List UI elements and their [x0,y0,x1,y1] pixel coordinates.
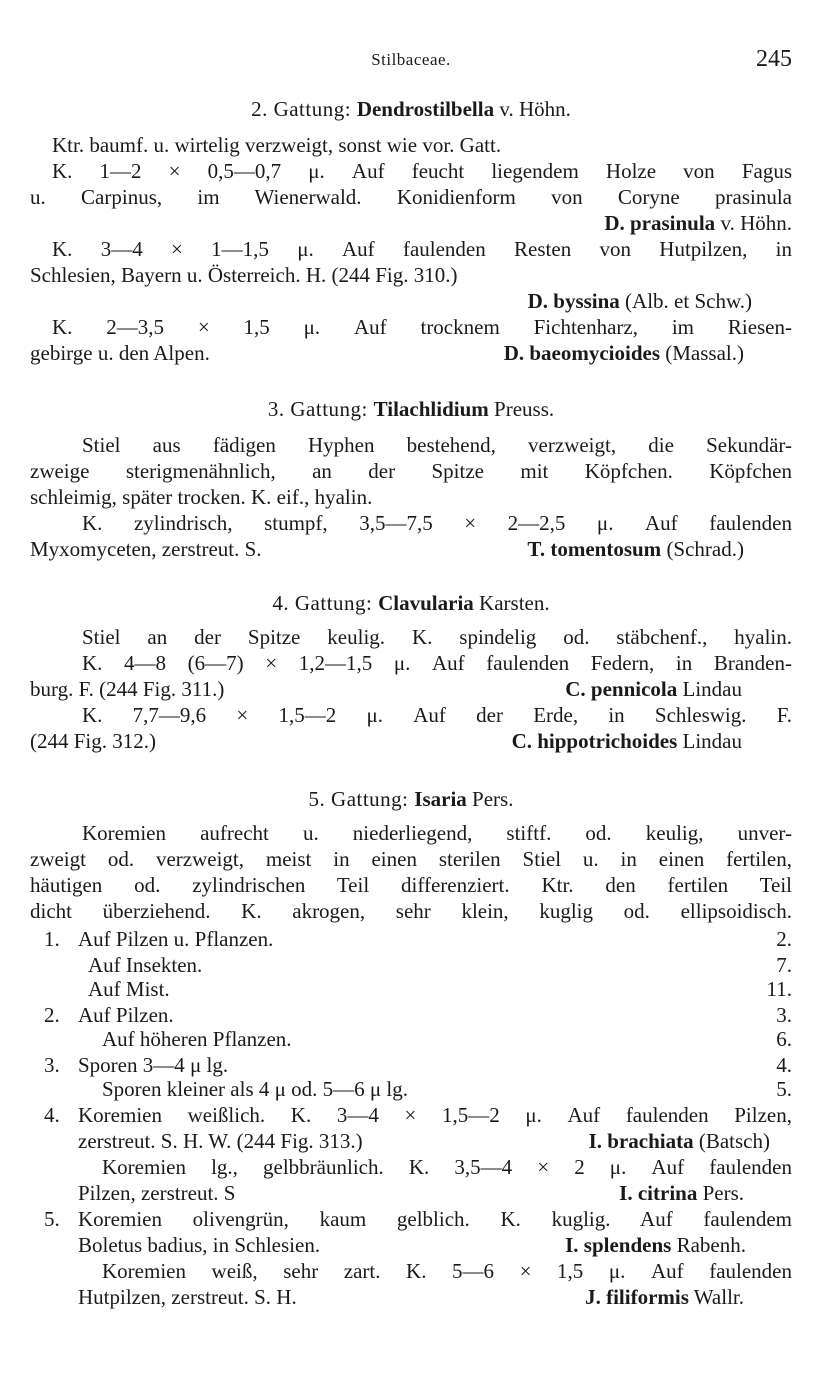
species-name: C. hippotrichoides [511,729,678,753]
genus-heading: 3. Gattung: Tilachlidium Preuss. [267,397,555,421]
text-line: Stiel an der Spitze keulig. K. spindelig od. stäbchenf., hyalin. [82,625,792,649]
species-name: J. filiformis [585,1285,689,1309]
text-line: K. 3—4 × 1—1,5 μ. Auf faulenden Resten von Hutpilzen, in [52,237,792,261]
species-name: I. citrina [619,1181,698,1205]
text-line: K. 1—2 × 0,5—0,7 μ. Auf feucht liegendem Holze von Fagus [52,159,792,183]
key-entry: Boletus badius, in Schlesien. I. splendens Rabenh. [78,1233,746,1257]
text-line: u. Carpinus, im Wienerwald. Konidienform von Coryne prasinula [30,185,792,209]
species-author: Rabenh. [671,1233,746,1257]
key-entry: Koremien lg., gelbbräunlich. K. 3,5—4 × 2 μ. Auf faulenden [102,1155,792,1179]
species-name: I. splendens [565,1233,672,1257]
key-reference: 5. [776,1077,792,1101]
running-head-title: Stilbaceae. [371,50,451,69]
species-name: D. baeomycioides [503,341,661,365]
key-entry: Koremien weiß, sehr zart. K. 5—6 × 1,5 μ. Auf faulenden [102,1259,792,1283]
species-line [30,210,792,236]
species-name: D. prasinula [604,211,716,235]
species-author: Wallr. [688,1285,744,1309]
species-name: I. brachiata [588,1129,694,1153]
text-line: K. 2—3,5 × 1,5 μ. Auf trocknem Fichtenharz, im Riesen- [52,315,792,339]
text-line: zweigt od. verzweigt, meist in einen sterilen Stiel u. in einen fertilen, [30,847,792,871]
key-entry: 1. Auf Pilzen u. Pflanzen. 2. [44,927,792,951]
genus-name: Clavularia [378,591,474,615]
species-line [30,288,792,314]
key-entry: 2. Auf Pilzen. 3. [44,1003,792,1027]
species-name: T. tomentosum [527,537,662,561]
genus-heading: 4. Gattung: Clavularia Karsten. [272,591,550,615]
genus-name: Tilachlidium [373,397,489,421]
key-reference: 11. [766,977,792,1001]
species-name: D. byssina [527,289,620,313]
text-line: K. zylindrisch, stumpf, 3,5—7,5 × 2—2,5 μ. Auf faulenden [82,511,792,535]
key-entry: Hutpilzen, zerstreut. S. H. J. filiformis Wallr. [78,1285,744,1309]
running-head [30,46,792,74]
species-author: (Alb. et Schw.) [619,289,752,313]
species-author: v. Höhn. [715,211,792,235]
text-line: Koremien aufrecht u. niederliegend, stiftf. od. keulig, unver- [82,821,792,845]
text-line: dicht überziehend. K. akrogen, sehr klein, kuglig od. ellipsoidisch. [30,899,792,923]
species-author: Lindau [677,729,742,753]
key-number: 1. [44,927,60,951]
species-line: gebirge u. den Alpen. D. baeomycioides (Massal.) [30,341,744,365]
key-entry: Sporen kleiner als 4 μ od. 5—6 μ lg. 5. [102,1077,792,1101]
species-author: Lindau [677,677,742,701]
key-number: 2. [44,1003,60,1027]
text-line: schleimig, später trocken. K. eif., hyalin. [30,485,373,509]
text-line: häutigen od. zylindrischen Teil differenziert. Ktr. den fertilen Teil [30,873,792,897]
genus-name: Isaria [414,787,467,811]
key-entry: 3. Sporen 3—4 μ lg. 4. [44,1053,792,1077]
key-entry: 5. Koremien olivengrün, kaum gelblich. K. kuglig. Auf faulendem [44,1207,792,1231]
key-entry: 4. Koremien weißlich. K. 3—4 × 1,5—2 μ. Auf faulenden Pilzen, [44,1103,792,1127]
species-author: (Massal.) [660,341,744,365]
species-author: Pers. [697,1181,744,1205]
species-line: burg. F. (244 Fig. 311.) C. pennicola Lindau [30,677,742,701]
key-entry: Auf Insekten. 7. [88,953,792,977]
species-name: C. pennicola [565,677,678,701]
key-number: 5. [44,1207,60,1231]
key-reference: 4. [776,1053,792,1077]
text-line: Stiel aus fädigen Hyphen bestehend, verzweigt, die Sekundär- [82,433,792,457]
species-author: (Schrad.) [661,537,744,561]
text-line: Schlesien, Bayern u. Österreich. H. (244 Fig. 310.) [30,263,458,287]
key-entry: zerstreut. S. H. W. (244 Fig. 313.) I. brachiata (Batsch) [78,1129,770,1153]
species-line: Myxomyceten, zerstreut. S. T. tomentosum (Schrad.) [30,537,744,561]
key-number: 3. [44,1053,60,1077]
genus-name: Dendrostilbella [356,97,495,121]
species-author: (Batsch) [693,1129,770,1153]
key-entry: Auf höheren Pflanzen. 6. [102,1027,792,1051]
genus-heading: 5. Gattung: Isaria Pers. [308,787,514,811]
key-reference: 7. [776,953,792,977]
text-line: zweige sterigmenähnlich, an der Spitze mit Köpfchen. Köpfchen [30,459,792,483]
species-line: (244 Fig. 312.) C. hippotrichoides Lindau [30,729,742,753]
text-line: K. 4—8 (6—7) × 1,2—1,5 μ. Auf faulenden Federn, in Branden- [82,651,792,675]
key-number: 4. [44,1103,60,1127]
text-line: Ktr. baumf. u. wirtelig verzweigt, sonst wie vor. Gatt. [52,133,502,157]
genus-heading: 2. Gattung: Dendrostilbella v. Höhn. [251,97,571,121]
key-entry: Auf Mist. 11. [88,977,792,1001]
key-reference: 3. [776,1003,792,1027]
key-entry: Pilzen, zerstreut. S I. citrina Pers. [78,1181,744,1205]
page-number: 245 [756,46,792,72]
key-reference: 6. [776,1027,792,1051]
key-reference: 2. [776,927,792,951]
text-line: K. 7,7—9,6 × 1,5—2 μ. Auf der Erde, in Schleswig. F. [82,703,792,727]
